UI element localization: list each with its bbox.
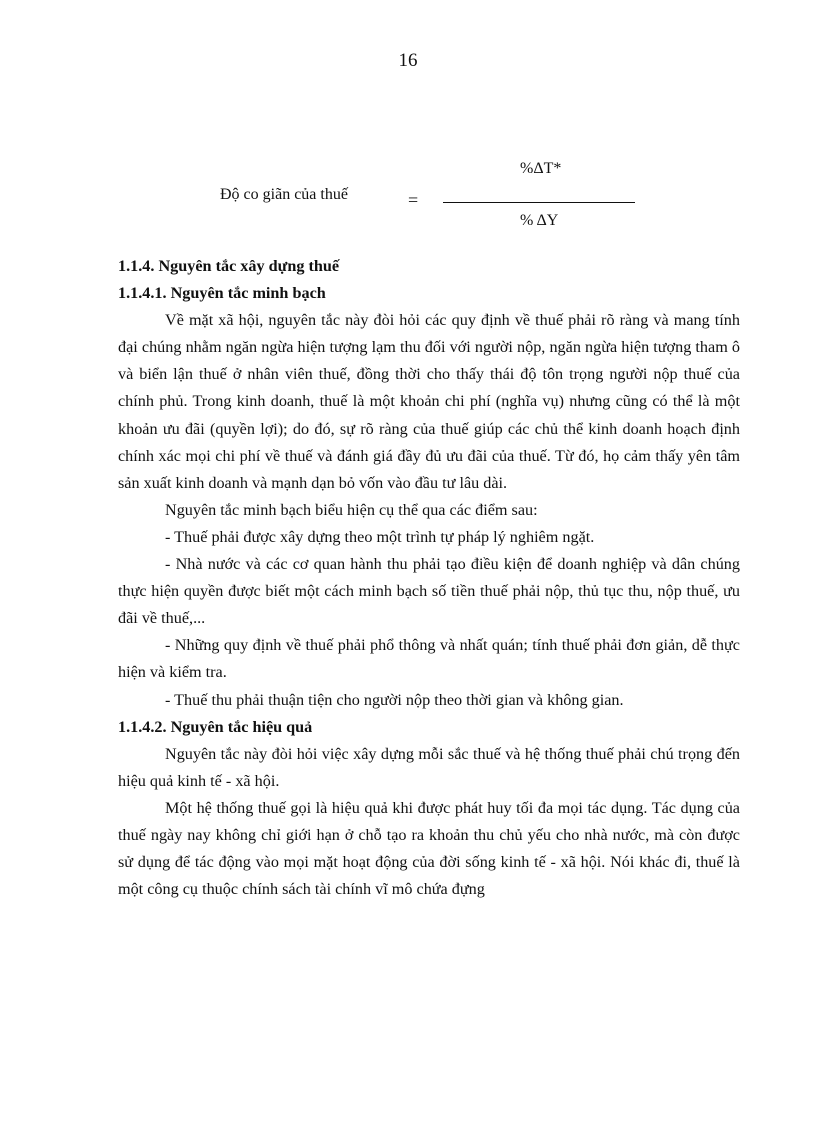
subsection-heading-transparency: 1.1.4.1. Nguyên tắc minh bạch — [118, 284, 326, 303]
list-item: - Thuế phải được xây dựng theo một trình tự pháp lý nghiêm ngặt. — [165, 527, 595, 546]
document-body — [118, 253, 740, 903]
paragraph: Nguyên tắc minh bạch biểu hiện cụ thể qua các điểm sau: — [165, 500, 538, 519]
subsection-heading-efficiency: 1.1.4.2. Nguyên tắc hiệu quả — [118, 717, 313, 736]
paragraph: Nguyên tắc này đòi hỏi việc xây dựng mỗi sắc thuế và hệ thống thuế phải chú trọng đến hiệu quả kinh tế - xã hội. — [118, 744, 740, 790]
list-item: - Những quy định về thuế phải phổ thông và nhất quán; tính thuế phải đơn giản, dễ thực hiện và kiểm tra. — [118, 636, 740, 682]
formula-lhs: Độ co giãn của thuế — [220, 186, 348, 203]
list-item: - Thuế thu phải thuận tiện cho người nộp theo thời gian và không gian. — [165, 690, 624, 709]
paragraph: Một hệ thống thuế gọi là hiệu quả khi được phát huy tối đa mọi tác dụng. Tác dụng của thuế ngày nay không chỉ giới hạn ở chỗ tạo ra khoản thu chủ yếu cho nhà nước, mà còn được sử dụng để tác động vào mọi mặt hoạt động của đời sống kinh tế - xã hội. Nói khác đi, thuế là một công cụ thuộc chính sách tài chính vĩ mô chứa đựng — [118, 798, 740, 899]
formula-equals: = — [408, 190, 419, 210]
page-number: 16 — [398, 50, 418, 71]
section-heading: 1.1.4. Nguyên tắc xây dựng thuế — [118, 257, 340, 275]
paragraph: Về mặt xã hội, nguyên tắc này đòi hỏi các quy định về thuế phải rõ ràng và mang tính đại chúng nhằm ngăn ngừa hiện tượng lạm thu đối với người nộp, ngăn ngừa hiện tượng tham ô và biển lận thuế ở nhân viên thuế, đồng thời cho thấy thái độ tôn trọng người nộp thuế của chính phủ. Trong kinh doanh, thuế là một khoản chi phí (nghĩa vụ) nhưng cũng có thể là một khoản ưu đãi (quyền lợi); do đó, sự rõ ràng của thuế giúp các chủ thể kinh doanh hoạch định chính xác mọi chi phí về thuế và đánh giá đầy đủ ưu đãi của thuế. Từ đó, họ cảm thấy yên tâm sản xuất kinh doanh và mạnh dạn bỏ vốn vào đầu tư lâu dài. — [118, 311, 740, 492]
formula-denominator: % ΔY — [520, 212, 559, 229]
list-item: - Nhà nước và các cơ quan hành thu phải tạo điều kiện để doanh nghiệp và dân chúng thực hiện quyền được biết một cách minh bạch số tiền thuế phải nộp, thủ tục thu, nộp thuế, ưu đãi về thuế,... — [118, 555, 740, 628]
formula-numerator: %ΔT* — [520, 160, 562, 177]
tax-elasticity-formula — [0, 160, 816, 240]
fraction-bar — [443, 202, 635, 203]
